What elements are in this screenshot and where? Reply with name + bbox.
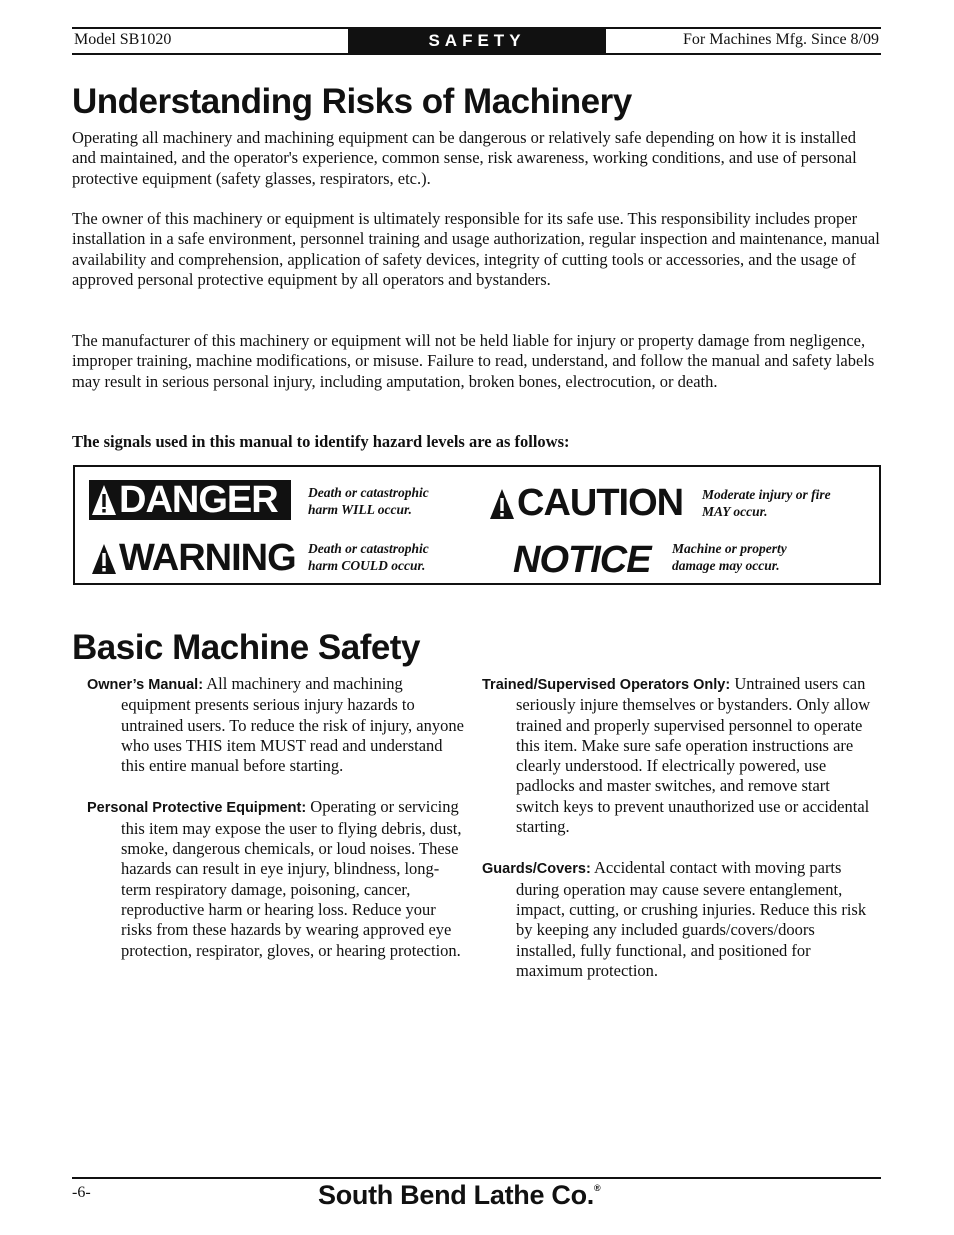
- guards-covers-item: [482, 858, 877, 981]
- notice-word: NOTICE: [513, 539, 651, 581]
- right-column: [482, 674, 877, 1002]
- item-text: All machinery and machining equipment presents serious injury hazards to untrained users. To reduce the risk of injury, anyone who uses THIS item MUST read and understand this entire manual before starting.: [121, 674, 464, 776]
- caution-description: Moderate injury or fire MAY occur.: [702, 487, 831, 519]
- basic-safety-heading: Basic Machine Safety: [72, 628, 420, 667]
- page-header: [72, 27, 881, 55]
- item-text: Untrained users can seriously injure themselves or bystanders. Only allow trained and properly supervised personnel to operate this item. Make sure safe operation instructions are clearly understood. If electrically powered, use padlocks and master switches, and remove start switch keys to prevent unauthorized use or accidental starting.: [516, 674, 871, 837]
- owners-manual-item: [87, 674, 467, 776]
- alert-triangle-icon: [489, 487, 515, 521]
- item-text: Operating or servicing this item may expose the user to flying debris, dust, smoke, dangerous chemicals, or loud noises. These hazards can result in eye injury, blindness, long-term respiratory damage, poisoning, cancer, reproductive harm or hearing loss. Reduce your risks from these hazards by wearing approved eye protection, respirator, gloves, or hearing protection.: [121, 797, 462, 960]
- ppe-item: [87, 797, 467, 960]
- item-label: Guards/Covers:: [482, 861, 591, 878]
- warning-description: Death or catastrophic harm COULD occur.: [308, 541, 429, 573]
- page-number: -6-: [72, 1184, 91, 1201]
- brand-logo: South Bend Lathe Co.®: [318, 1180, 601, 1210]
- notice-signal: [513, 539, 651, 582]
- item-label: Trained/Supervised Operators Only:: [482, 677, 731, 693]
- left-column: [87, 674, 467, 982]
- model-number: Model SB1020: [74, 31, 172, 48]
- risks-paragraph-2: The owner of this machinery or equipment is ultimately responsible for its safe use. This responsibility includes proper installation in a safe environment, personnel training and usage authorization, regular inspection and maintenance, manual availability and comprehension, application of safety devices, integrity of cutting tools or accessories, and the usage of approved personal protective equipment by all operators and bystanders.: [72, 209, 880, 289]
- risks-paragraph-3: The manufacturer of this machinery or equipment will not be held liable for injury or property damage from negligence, improper training, machine modifications, or misuse. Failure to read, understand, and follow the manual and safety labels may result in serious personal injury, including amputation, broken bones, electrocution, or death.: [72, 331, 875, 391]
- warning-word: WARNING: [119, 537, 296, 579]
- notice-description: Machine or property damage may occur.: [672, 541, 787, 573]
- caution-signal: [487, 482, 683, 525]
- caution-word: CAUTION: [517, 482, 684, 524]
- item-label: Personal Protective Equipment:: [87, 800, 307, 817]
- danger-description: Death or catastrophic harm WILL occur.: [308, 485, 429, 517]
- risks-heading: Understanding Risks of Machinery: [72, 82, 632, 121]
- alert-triangle-icon: [91, 542, 117, 576]
- item-label: Owner’s Manual:: [87, 677, 204, 693]
- hazard-signal-box: [73, 465, 881, 585]
- warning-signal: [89, 537, 296, 580]
- item-text: Accidental contact with moving parts during operation may cause severe entanglement, impact, cutting, or crushing injuries. Reduce this risk by keeping any included guards/covers/doors installed, fully functional, and positioned for maximum protection.: [516, 858, 867, 980]
- section-label: SAFETY: [348, 27, 606, 55]
- trained-operators-item: [482, 674, 877, 837]
- risks-paragraph-1: Operating all machinery and machining equipment can be dangerous or relatively safe depending on how it is installed and maintained, and the operator's experience, common sense, risk awareness, working conditions, and use of personal protective equipment (safety glasses, respirators, etc.).: [72, 128, 857, 188]
- alert-triangle-icon: [91, 483, 117, 517]
- manufacture-date: For Machines Mfg. Since 8/09: [683, 31, 879, 48]
- footer-rule: [72, 1177, 881, 1179]
- danger-signal: [89, 480, 291, 520]
- signals-intro: The signals used in this manual to identify hazard levels are as follows:: [72, 432, 570, 451]
- danger-word: DANGER: [119, 478, 278, 521]
